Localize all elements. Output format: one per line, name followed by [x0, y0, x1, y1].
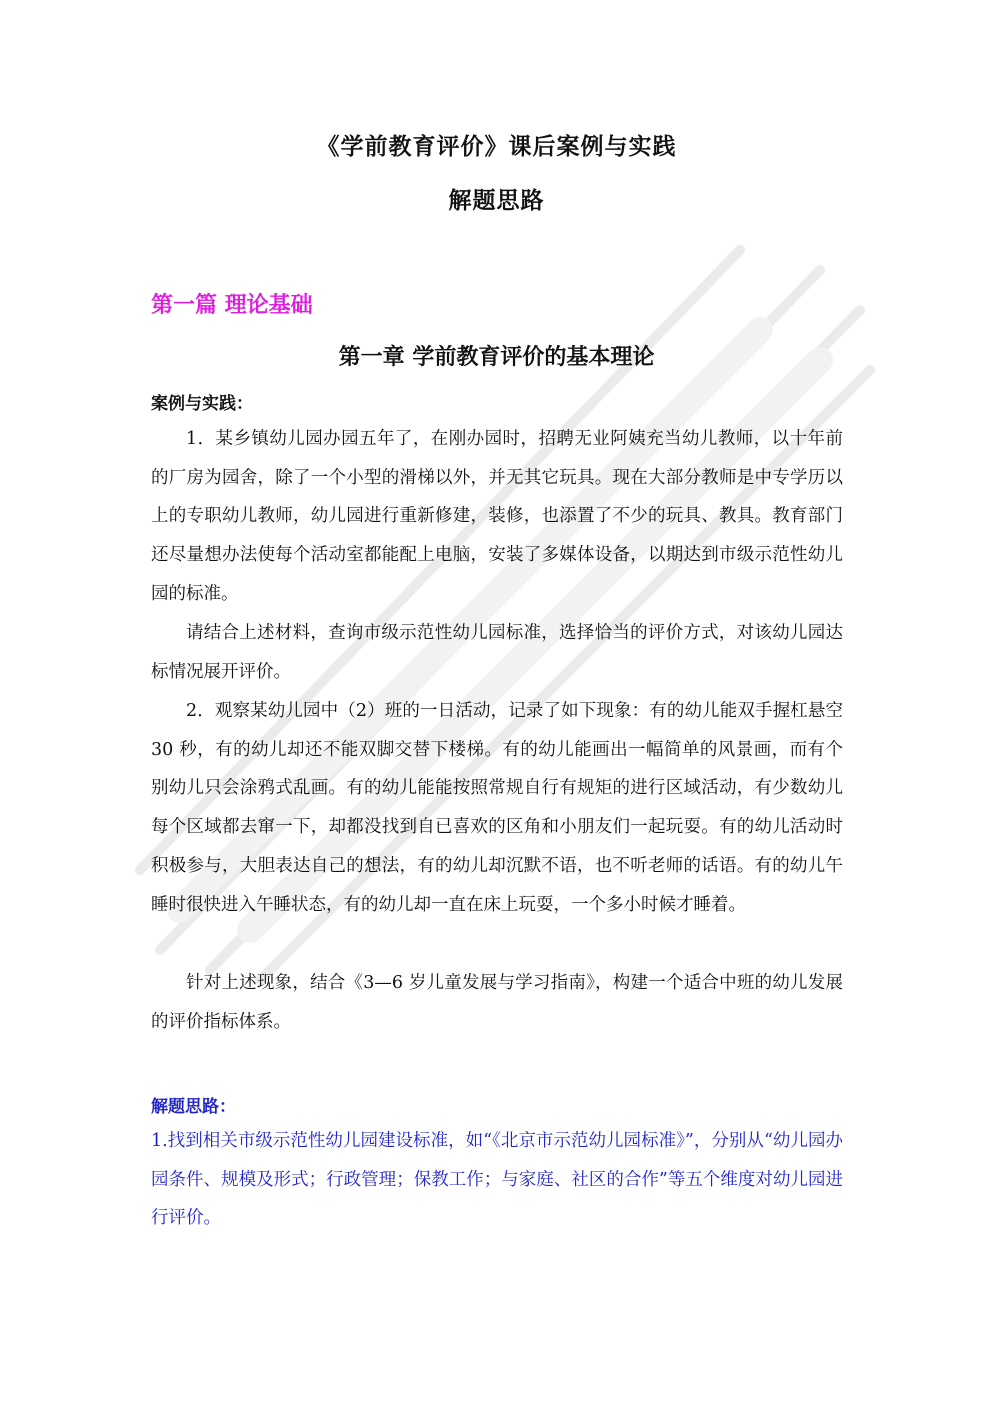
document-title: 《学前教育评价》课后案例与实践: [316, 133, 677, 160]
case-paragraph-4: 针对上述现象，结合《3—6 岁儿童发展与学习指南》，构建一个适合中班的幼儿发展的评价指标体系。: [151, 973, 843, 1032]
answer-section-label: 解题思路：: [151, 1097, 236, 1117]
part-heading: 第一篇 理论基础: [151, 293, 313, 318]
chapter-heading: 第一章 学前教育评价的基本理论: [338, 344, 655, 370]
case-section-label: 案例与实践：: [151, 394, 253, 414]
case-paragraph-3: 2．观察某幼儿园中（2）班的一日活动，记录了如下现象：有的幼儿能双手握杠悬空 30 秒，有的幼儿却还不能双脚交替下楼梯。有的幼儿能画出一幅简单的风景画，而有个别幼儿只会涂鸦式乱画。有的幼儿能能按照常规自行有规矩的进行区域活动，有少数幼儿每个区域都去窜一下，却都没找到自已喜欢的区角和小朋友们一起玩耍。有的幼儿活动时积极参与，大胆表达自己的想法，有的幼儿却沉默不语，也不听老师的话语。有的幼儿午睡时很快进入午睡状态，有的幼儿却一直在床上玩耍，一个多小时候才睡着。: [151, 701, 843, 915]
answer-paragraph-1: 1.找到相关市级示范性幼儿园建设标准，如“《北京市示范幼儿园标准》”，分别从“幼儿园办园条件、规模及形式；行政管理；保教工作；与家庭、社区的合作”等五个维度对幼儿园进行评价。: [151, 1131, 843, 1229]
document-subtitle: 解题思路: [448, 187, 545, 214]
case-paragraph-1: 1．某乡镇幼儿园办园五年了，在刚办园时，招聘无业阿姨充当幼儿教师，以十年前的厂房为园舍，除了一个小型的滑梯以外，并无其它玩具。现在大部分教师是中专学历以上的专职幼儿教师，幼儿园进行重新修建，装修，也添置了不少的玩具、教具。教育部门还尽量想办法使每个活动室都能配上电脑，安装了多媒体设备，以期达到市级示范性幼儿园的标准。: [151, 429, 843, 604]
case-paragraph-2: 请结合上述材料，查询市级示范性幼儿园标准，选择恰当的评价方式，对该幼儿园达标情况展开评价。: [151, 623, 843, 682]
